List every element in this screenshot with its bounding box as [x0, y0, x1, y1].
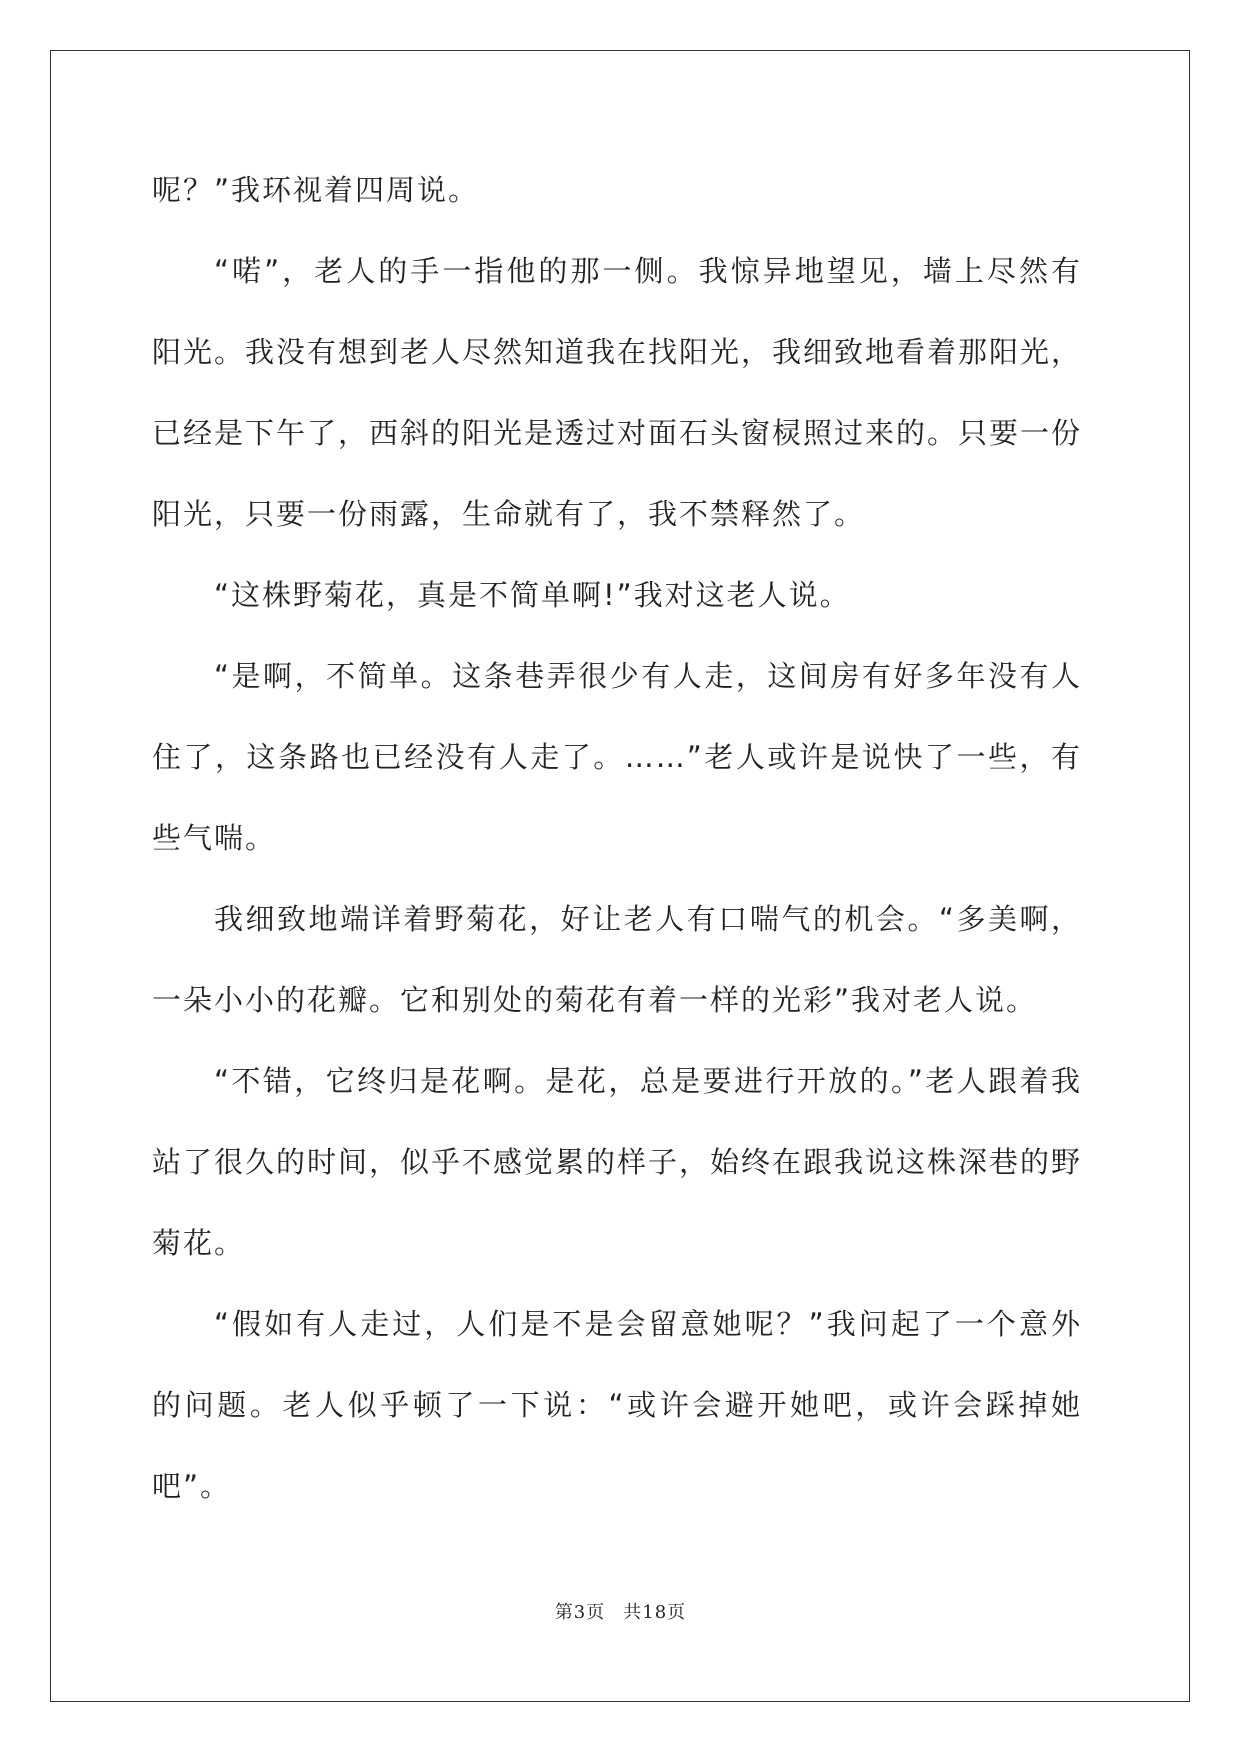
paragraph-2: “喏”，老人的手一指他的那一侧。我惊异地望见，墙上尽然有阳光。我没有想到老人尽然知道我在找阳光，我细致地看着那阳光，已经是下午了，西斜的阳光是透过对面石头窗棂照过来的。只要一份阳光，只要一份雨露，生命就有了，我不禁释然了。	[152, 254, 1083, 531]
paragraph-4: “是啊，不简单。这条巷弄很少有人走，这间房有好多年没有人住了，这条路也已经没有人走了。……”老人或许是说快了一些，有些气喘。	[152, 659, 1082, 855]
paragraph-5: 我细致地端详着野菊花，好让老人有口喘气的机会。“多美啊，一朵小小的花瓣。它和别处的菊花有着一样的光彩”我对老人说。	[152, 902, 1082, 1017]
paragraph-7: “假如有人走过，人们是不是会留意她呢？”我问起了一个意外的问题。老人似乎顿了一下说：“或许会避开她吧，或许会踩掉她吧”。	[152, 1307, 1082, 1503]
paragraph-1: 呢？”我环视着四周说。	[152, 173, 480, 207]
document-body	[152, 150, 1082, 1527]
page-number: 第3页	[554, 1602, 606, 1623]
page-footer	[0, 1598, 1241, 1624]
paragraph-3: “这株野菊花，真是不简单啊!”我对这老人说。	[214, 578, 851, 612]
page-total: 共18页	[623, 1602, 687, 1623]
paragraph-6: “不错，它终归是花啊。是花，总是要进行开放的。”老人跟着我站了很久的时间，似乎不感觉累的样子，始终在跟我说这株深巷的野菊花。	[152, 1064, 1083, 1260]
